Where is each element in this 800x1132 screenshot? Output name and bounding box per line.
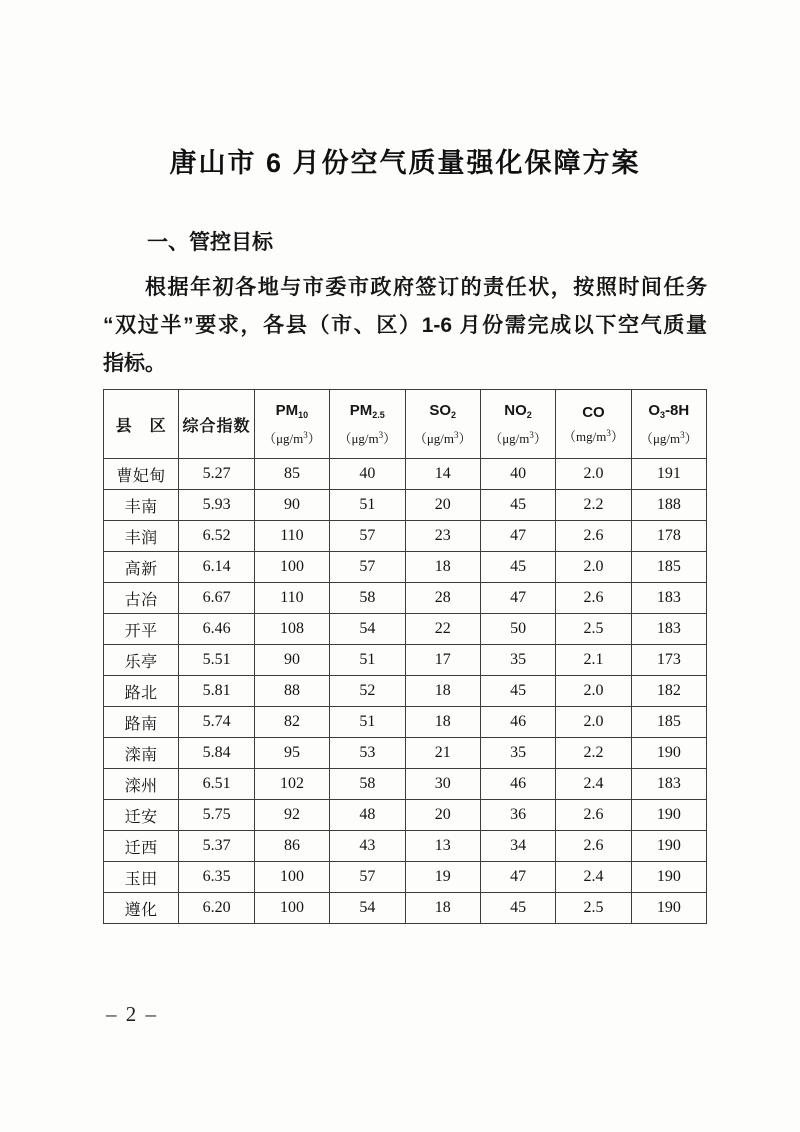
value-cell: 18 <box>405 676 480 707</box>
value-cell: 86 <box>254 831 329 862</box>
table-row <box>104 831 707 862</box>
air-quality-table-body <box>104 459 707 924</box>
value-cell: 5.75 <box>179 800 254 831</box>
pollutant-name: $PM_{2.5}$ <box>349 401 385 420</box>
district-cell: 迁西 <box>104 831 179 862</box>
air-quality-table-head <box>104 390 707 459</box>
district-cell: 滦州 <box>104 769 179 800</box>
value-cell: 2.6 <box>556 831 631 862</box>
value-cell: 6.14 <box>179 552 254 583</box>
district-cell: 高新 <box>104 552 179 583</box>
value-cell: 45 <box>480 893 555 924</box>
value-cell: 46 <box>480 769 555 800</box>
value-cell: 51 <box>330 490 405 521</box>
value-cell: 5.81 <box>179 676 254 707</box>
value-cell: 5.27 <box>179 459 254 490</box>
column-header-o3-8h <box>631 390 706 459</box>
value-cell: 40 <box>330 459 405 490</box>
value-cell: 2.0 <box>556 707 631 738</box>
table-row <box>104 800 707 831</box>
column-label: 县 区 <box>115 417 167 435</box>
value-cell: 6.52 <box>179 521 254 552</box>
value-cell: 51 <box>330 645 405 676</box>
value-cell: 6.20 <box>179 893 254 924</box>
column-header-pm10 <box>254 390 329 459</box>
value-cell: 52 <box>330 676 405 707</box>
district-cell: 丰南 <box>104 490 179 521</box>
value-cell: 2.6 <box>556 521 631 552</box>
pollutant-unit: $(mg/m^3)$ <box>563 427 624 444</box>
district-cell: 曹妃甸 <box>104 459 179 490</box>
value-cell: 57 <box>330 552 405 583</box>
value-cell: 50 <box>480 614 555 645</box>
value-cell: 45 <box>480 490 555 521</box>
value-cell: 190 <box>631 800 706 831</box>
pollutant-name: $NO_2$ <box>504 401 532 420</box>
paragraph-line-1: 根据年初各地与市委市政府签订的责任状，按照时间任务 <box>145 276 707 299</box>
value-cell: 45 <box>480 676 555 707</box>
value-cell: 100 <box>254 893 329 924</box>
value-cell: 190 <box>631 831 706 862</box>
document-content <box>103 0 707 924</box>
value-cell: 47 <box>480 862 555 893</box>
value-cell: 58 <box>330 769 405 800</box>
district-cell: 开平 <box>104 614 179 645</box>
pollutant-name: $SO_2$ <box>429 401 457 420</box>
pollutant-name: $PM_{10}$ <box>275 401 309 420</box>
value-cell: 82 <box>254 707 329 738</box>
intro-paragraph <box>103 269 707 383</box>
table-row <box>104 676 707 707</box>
value-cell: 17 <box>405 645 480 676</box>
value-cell: 5.74 <box>179 707 254 738</box>
value-cell: 43 <box>330 831 405 862</box>
value-cell: 57 <box>330 862 405 893</box>
value-cell: 85 <box>254 459 329 490</box>
value-cell: 88 <box>254 676 329 707</box>
district-cell: 路北 <box>104 676 179 707</box>
value-cell: 90 <box>254 645 329 676</box>
column-header-co <box>556 390 631 459</box>
value-cell: 22 <box>405 614 480 645</box>
value-cell: 2.2 <box>556 738 631 769</box>
value-cell: 100 <box>254 862 329 893</box>
value-cell: 46 <box>480 707 555 738</box>
table-row <box>104 769 707 800</box>
value-cell: 35 <box>480 645 555 676</box>
value-cell: 102 <box>254 769 329 800</box>
value-cell: 20 <box>405 800 480 831</box>
table-row <box>104 490 707 521</box>
pollutant-name: CO <box>582 403 605 421</box>
value-cell: 53 <box>330 738 405 769</box>
value-cell: 47 <box>480 583 555 614</box>
table-row <box>104 552 707 583</box>
value-cell: 183 <box>631 614 706 645</box>
value-cell: 95 <box>254 738 329 769</box>
page-number: – 2 – <box>106 1002 158 1026</box>
value-cell: 110 <box>254 521 329 552</box>
document-title: 唐山市 6 月份空气质量强化保障方案 <box>169 148 641 178</box>
value-cell: 5.93 <box>179 490 254 521</box>
column-header-pm25 <box>330 390 405 459</box>
value-cell: 19 <box>405 862 480 893</box>
value-cell: 6.67 <box>179 583 254 614</box>
value-cell: 100 <box>254 552 329 583</box>
column-label: 综合指数 <box>182 417 251 435</box>
air-quality-table <box>103 389 707 924</box>
pollutant-unit: $(\mu g/m^3)$ <box>413 429 472 446</box>
district-cell: 路南 <box>104 707 179 738</box>
value-cell: 57 <box>330 521 405 552</box>
value-cell: 90 <box>254 490 329 521</box>
value-cell: 191 <box>631 459 706 490</box>
value-cell: 18 <box>405 893 480 924</box>
column-header-composite-index <box>179 390 254 459</box>
value-cell: 190 <box>631 893 706 924</box>
value-cell: 2.5 <box>556 893 631 924</box>
paragraph-line-2: “双过半”要求，各县（市、区）1-6 月份需完成以下空气质量 <box>103 314 707 337</box>
value-cell: 54 <box>330 614 405 645</box>
value-cell: 2.4 <box>556 769 631 800</box>
table-row <box>104 459 707 490</box>
value-cell: 190 <box>631 738 706 769</box>
value-cell: 5.51 <box>179 645 254 676</box>
column-header-so2 <box>405 390 480 459</box>
value-cell: 28 <box>405 583 480 614</box>
pollutant-unit: $(\mu g/m^3)$ <box>263 429 321 446</box>
pollutant-unit: $(\mu g/m^3)$ <box>338 429 397 446</box>
value-cell: 185 <box>631 552 706 583</box>
value-cell: 54 <box>330 893 405 924</box>
column-header-no2 <box>480 390 555 459</box>
value-cell: 183 <box>631 769 706 800</box>
value-cell: 45 <box>480 552 555 583</box>
district-cell: 迁安 <box>104 800 179 831</box>
district-cell: 滦南 <box>104 738 179 769</box>
value-cell: 5.84 <box>179 738 254 769</box>
district-cell: 乐亭 <box>104 645 179 676</box>
value-cell: 18 <box>405 707 480 738</box>
value-cell: 34 <box>480 831 555 862</box>
value-cell: 23 <box>405 521 480 552</box>
value-cell: 2.2 <box>556 490 631 521</box>
value-cell: 183 <box>631 583 706 614</box>
district-cell: 丰润 <box>104 521 179 552</box>
table-row <box>104 707 707 738</box>
value-cell: 92 <box>254 800 329 831</box>
value-cell: 2.6 <box>556 800 631 831</box>
value-cell: 35 <box>480 738 555 769</box>
value-cell: 21 <box>405 738 480 769</box>
value-cell: 2.4 <box>556 862 631 893</box>
value-cell: 110 <box>254 583 329 614</box>
value-cell: 2.0 <box>556 552 631 583</box>
value-cell: 51 <box>330 707 405 738</box>
value-cell: 190 <box>631 862 706 893</box>
value-cell: 36 <box>480 800 555 831</box>
section-heading: 一、管控目标 <box>147 231 273 254</box>
table-row <box>104 862 707 893</box>
pollutant-unit: $(\mu g/m^3)$ <box>489 429 547 446</box>
value-cell: 5.37 <box>179 831 254 862</box>
pollutant-name: $O_3-8H$ <box>648 401 690 420</box>
paragraph-line-3: 指标。 <box>103 352 166 375</box>
value-cell: 48 <box>330 800 405 831</box>
value-cell: 185 <box>631 707 706 738</box>
value-cell: 58 <box>330 583 405 614</box>
value-cell: 2.5 <box>556 614 631 645</box>
table-row <box>104 645 707 676</box>
value-cell: 173 <box>631 645 706 676</box>
table-row <box>104 583 707 614</box>
value-cell: 108 <box>254 614 329 645</box>
value-cell: 40 <box>480 459 555 490</box>
table-row <box>104 738 707 769</box>
value-cell: 14 <box>405 459 480 490</box>
value-cell: 30 <box>405 769 480 800</box>
value-cell: 2.1 <box>556 645 631 676</box>
value-cell: 188 <box>631 490 706 521</box>
district-cell: 玉田 <box>104 862 179 893</box>
value-cell: 47 <box>480 521 555 552</box>
table-row <box>104 521 707 552</box>
district-cell: 遵化 <box>104 893 179 924</box>
column-header-district <box>104 390 179 459</box>
value-cell: 18 <box>405 552 480 583</box>
value-cell: 6.51 <box>179 769 254 800</box>
table-row <box>104 614 707 645</box>
value-cell: 178 <box>631 521 706 552</box>
table-row <box>104 893 707 924</box>
header-row <box>104 390 707 459</box>
value-cell: 6.35 <box>179 862 254 893</box>
value-cell: 20 <box>405 490 480 521</box>
district-cell: 古冶 <box>104 583 179 614</box>
value-cell: 13 <box>405 831 480 862</box>
value-cell: 6.46 <box>179 614 254 645</box>
value-cell: 2.0 <box>556 459 631 490</box>
pollutant-unit: $(\mu g/m^3)$ <box>639 429 698 446</box>
value-cell: 2.0 <box>556 676 631 707</box>
value-cell: 2.6 <box>556 583 631 614</box>
value-cell: 182 <box>631 676 706 707</box>
